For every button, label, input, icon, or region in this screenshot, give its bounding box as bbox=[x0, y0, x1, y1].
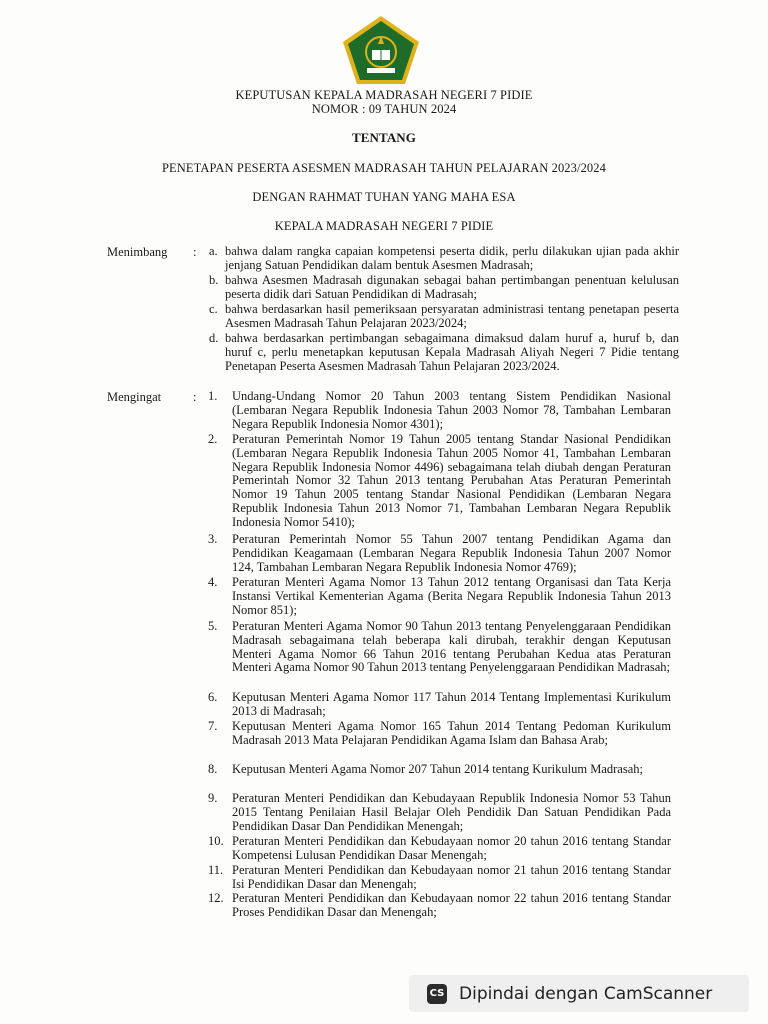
document-number: NOMOR : 09 TAHUN 2024 bbox=[311, 102, 457, 116]
item-text: Peraturan Menteri Pendidikan dan Kebudayaan nomor 20 tahun 2016 tentang Standar Kompetensi Lulusan Pendidikan Dasar Menengah; bbox=[232, 834, 671, 862]
item-text: Keputusan Menteri Agama Nomor 117 Tahun 2014 Tentang Implementasi Kurikulum 2013 di Madrasah; bbox=[232, 690, 671, 718]
item-text: bahwa berdasarkan hasil pemeriksaan persyaratan administrasi tentang penetapan peserta Asesmen Madrasah Tahun Pelajaran 2023/2024; bbox=[225, 302, 679, 330]
item-text: Keputusan Menteri Agama Nomor 207 Tahun 2014 tentang Kurikulum Madrasah; bbox=[232, 762, 643, 776]
list-item bbox=[209, 245, 679, 273]
item-marker: 2. bbox=[208, 432, 218, 446]
item-text: Peraturan Pemerintah Nomor 55 Tahun 2007 tentang Pendidikan Agama dan Pendidikan Keagamaan (Lembaran Negara Republik Indonesia Tahun 2007 Nomor 124, Tambahan Lembaran Negara Republik Indonesia Nomor 4769); bbox=[232, 532, 671, 574]
item-marker: d. bbox=[209, 331, 219, 345]
invocation-line: DENGAN RAHMAT TUHAN YANG MAHA ESA bbox=[252, 190, 516, 204]
item-marker: 11. bbox=[208, 863, 224, 877]
item-marker: 10. bbox=[208, 834, 224, 848]
kemenag-logo bbox=[341, 14, 421, 86]
item-marker: 9. bbox=[208, 791, 218, 805]
item-marker: b. bbox=[209, 273, 219, 287]
item-marker: 8. bbox=[208, 762, 218, 776]
item-marker: 12. bbox=[208, 891, 224, 905]
item-marker: 4. bbox=[208, 575, 218, 589]
item-text: bahwa Asesmen Madrasah digunakan sebagai bahan pertimbangan penentuan kelulusan peserta didik dari Satuan Pendidikan di Madrasah; bbox=[225, 273, 679, 301]
item-marker: 6. bbox=[208, 690, 218, 704]
item-marker: 7. bbox=[208, 719, 218, 733]
list-item bbox=[209, 332, 679, 374]
camscanner-label: Dipindai dengan CamScanner bbox=[459, 983, 713, 1004]
item-text: Peraturan Menteri Agama Nomor 90 Tahun 2013 tentang Penyelenggaraan Pendidikan Madrasah sebagaimana telah beberapa kali dirubah, terakhir dengan Keputusan Menteri Agama Nomor 66 Tahun 2016 tentang Perubahan Kedua atas Peraturan Menteri Agama Nomor 90 Tahun 2013 tentang Penyelenggaraan Pendidikan Madrasah; bbox=[232, 619, 671, 675]
item-text: Peraturan Pemerintah Nomor 19 Tahun 2005 tentang Standar Nasional Pendidikan (Lembaran Negara Republik Indonesia Tahun 2005 Nomor 41, Tambahan Lembaran Negara Republik Indonesia Nomor 4496) sebagaimana telah diubah dengan Peraturan Pemerintah Nomor 32 Tahun 2013 tentang Perubahan Atas Peraturan Pemerintah Nomor 19 Tahun 2005 tentang Standar Nasional Pendidikan (Lembaran Negara Republik Indonesia Tahun 2013 Nomor 71, Tambahan Lembaran Negara Republik Indonesia Nomor 5410); bbox=[232, 432, 671, 529]
menimbang-label: Menimbang bbox=[107, 245, 168, 259]
item-text: Keputusan Menteri Agama Nomor 165 Tahun 2014 Tentang Pedoman Kurikulum Madrasah 2013 Mata Pelajaran Pendidikan Agama Islam dan Bahasa Arab; bbox=[232, 719, 671, 747]
menimbang-colon: : bbox=[193, 245, 197, 259]
item-marker: 3. bbox=[208, 532, 218, 546]
item-marker: c. bbox=[209, 302, 218, 316]
issuer-line: KEPALA MADRASAH NEGERI 7 PIDIE bbox=[274, 219, 494, 233]
item-text: Undang-Undang Nomor 20 Tahun 2003 tentang Sistem Pendidikan Nasional (Lembaran Negara Republik Indonesia Tahun 2003 Nomor 78, Tambahan Lembaran Negara Republik Indonesia Nomor 4301); bbox=[232, 389, 671, 431]
tentang-heading: TENTANG bbox=[351, 130, 417, 145]
item-marker: a. bbox=[209, 244, 218, 258]
document-title: KEPUTUSAN KEPALA MADRASAH NEGERI 7 PIDIE bbox=[235, 88, 533, 102]
mengingat-label: Mengingat bbox=[107, 390, 162, 404]
item-marker: 5. bbox=[208, 619, 218, 633]
list-item bbox=[209, 303, 679, 331]
camscanner-badge bbox=[409, 975, 749, 1012]
mengingat-colon: : bbox=[193, 390, 197, 404]
item-text: Peraturan Menteri Pendidikan dan Kebudayaan nomor 21 tahun 2016 tentang Standar Isi Pendidikan Dasar dan Menengah; bbox=[232, 863, 671, 891]
item-text: Peraturan Menteri Pendidikan dan Kebudayaan Republik Indonesia Nomor 53 Tahun 2015 Tentang Penilaian Hasil Belajar Oleh Pendidik Dan Satuan Pendidikan Pada Pendidikan Dasar Dan Pendidikan Menengah; bbox=[232, 791, 671, 833]
item-text: bahwa dalam rangka capaian kompetensi peserta didik, perlu dilakukan ujian pada akhir jenjang Satuan Pendidikan dalam bentuk Asesmen Madrasah; bbox=[225, 244, 679, 272]
item-text: bahwa berdasarkan pertimbangan sebagaimana dimaksud dalam huruf a, huruf b, dan huruf c, perlu menetapkan keputusan Kepala Madrasah Aliyah Negeri 7 Pidie tentang Penetapan Peserta Asesmen Madrasah Tahun Pelajaran 2023/2024. bbox=[225, 331, 679, 373]
item-marker: 1. bbox=[208, 389, 218, 403]
item-text: Peraturan Menteri Agama Nomor 13 Tahun 2012 tentang Organisasi dan Tata Kerja Instansi Vertikal Kementerian Agama (Berita Negara Republik Indonesia Tahun 2013 Nomor 851); bbox=[232, 575, 671, 617]
item-text: Peraturan Menteri Pendidikan dan Kebudayaan nomor 22 tahun 2016 tentang Standar Proses Pendidikan Dasar dan Menengah; bbox=[232, 891, 671, 919]
subject-line: PENETAPAN PESERTA ASESMEN MADRASAH TAHUN PELAJARAN 2023/2024 bbox=[162, 161, 606, 175]
list-item bbox=[209, 274, 679, 302]
camscanner-icon: CS bbox=[427, 984, 447, 1004]
